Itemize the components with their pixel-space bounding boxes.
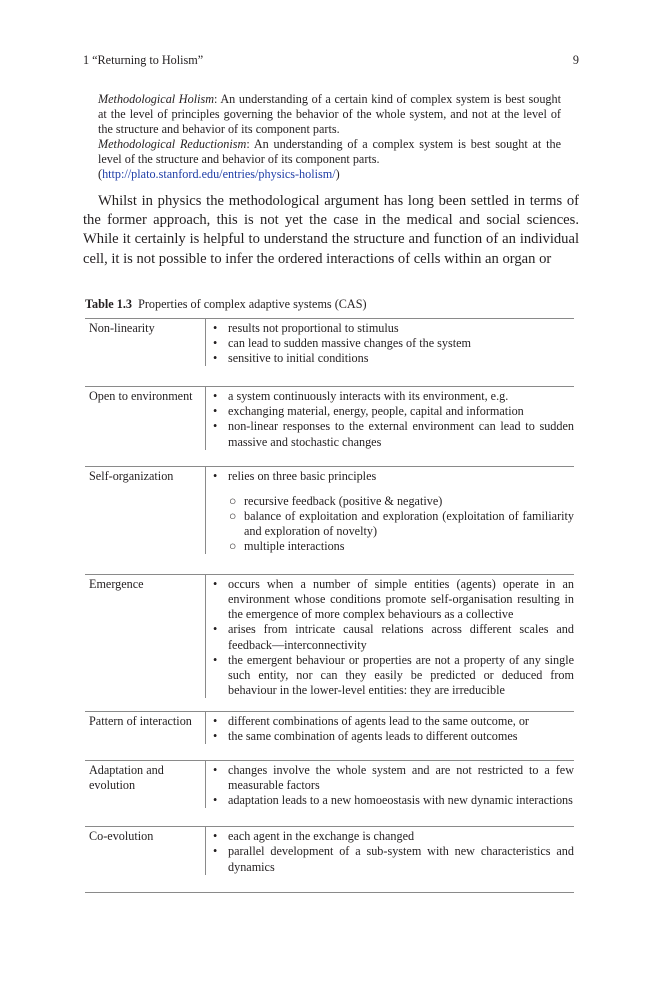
- list-item: [213, 714, 574, 729]
- list-item-text: a system continuously interacts with its environment, e.g.: [228, 389, 509, 404]
- list-item-text: relies on three basic principles: [228, 468, 377, 483]
- page-number: 9: [572, 53, 579, 67]
- list-item: [213, 321, 574, 336]
- bullet-icon: •: [213, 728, 218, 743]
- list-item: [213, 793, 574, 808]
- table-row: [85, 319, 574, 387]
- list-item: [213, 844, 574, 874]
- list-item-text: different combinations of agents lead to the same outcome, or: [228, 713, 529, 728]
- list-item-text: each agent in the exchange is changed: [228, 829, 415, 844]
- list-item-text: the emergent behaviour or properties are not a property of any single such entity, nor can they easily be predicted or deduced from behaviour in the lower-level entities: they are irreducible: [228, 652, 574, 697]
- property-items: [206, 387, 574, 449]
- body-paragraph: Whilst in physics the methodological argument has long been settled in terms of the former approach, this is not yet the case in the medical and social sciences. While it certainly is helpful to understand the structure and function of an individual cell, it is not possible to infer the ordered interactions of cells within an organ or: [83, 193, 579, 267]
- chapter-title: 1 “Returning to Holism”: [83, 53, 204, 67]
- circle-bullet-icon: ○: [229, 508, 237, 523]
- bullet-icon: •: [213, 713, 218, 728]
- list-item-text: occurs when a number of simple entities (agents) operate in an environment whose conditions promote self-organisation resulting in the emergence of more complex behaviours as a collective: [228, 577, 574, 622]
- property-items: [206, 827, 574, 874]
- sub-list-item: [213, 509, 574, 539]
- property-label: Pattern of interaction: [85, 712, 206, 744]
- property-label: Co-evolution: [85, 827, 206, 874]
- list-item: [213, 622, 574, 652]
- definition-quote: [98, 92, 561, 183]
- table-row: [85, 387, 574, 466]
- sub-list-item: [213, 539, 574, 554]
- property-items: [206, 575, 574, 698]
- property-label: Non-linearity: [85, 319, 206, 366]
- running-head: [83, 52, 579, 68]
- cas-properties-table: [85, 318, 574, 893]
- table-caption: [85, 297, 367, 312]
- sub-list-item-text: multiple interactions: [244, 539, 345, 554]
- holism-term: Methodological Holism: [98, 92, 215, 106]
- bullet-icon: •: [213, 336, 218, 351]
- bullet-icon: •: [213, 577, 218, 592]
- bullet-icon: •: [213, 829, 218, 844]
- bullet-icon: •: [213, 622, 218, 637]
- table-caption-label: Table 1.3: [85, 297, 132, 311]
- source-close: ): [335, 167, 340, 182]
- list-item: [213, 404, 574, 419]
- bullet-icon: •: [213, 652, 218, 667]
- table-row: [85, 761, 574, 827]
- table-caption-text: Properties of complex adaptive systems (CAS): [138, 297, 367, 311]
- list-item: [213, 829, 574, 844]
- list-item: [213, 351, 574, 366]
- table-row: [85, 827, 574, 892]
- circle-bullet-icon: ○: [229, 539, 237, 554]
- bullet-icon: •: [213, 404, 218, 419]
- sublist-gap: [213, 484, 574, 494]
- bullet-icon: •: [213, 419, 218, 434]
- sub-list-item: [213, 494, 574, 509]
- list-item: [213, 389, 574, 404]
- reductionism-term: Methodological Reductionism: [98, 137, 247, 152]
- bullet-icon: •: [213, 468, 218, 483]
- list-item: [213, 336, 574, 351]
- list-item: [213, 469, 574, 484]
- property-items: [206, 712, 574, 744]
- list-item-text: arises from intricate causal relations across different scales and feedback—interconnectivity: [228, 622, 574, 652]
- table-row: [85, 575, 574, 712]
- list-item-text: exchanging material, energy, people, capital and information: [228, 404, 524, 419]
- list-item-text: the same combination of agents leads to different outcomes: [228, 728, 518, 743]
- list-item-text: non-linear responses to the external environment can lead to sudden massive and stochastic changes: [228, 419, 574, 449]
- sub-list-item-text: recursive feedback (positive & negative): [244, 493, 443, 508]
- list-item: [213, 577, 574, 622]
- property-items: [206, 761, 574, 808]
- quote-source: [98, 167, 561, 182]
- source-link[interactable]: http://plato.stanford.edu/entries/physics-holism/: [102, 167, 336, 182]
- property-label: Self-organization: [85, 467, 206, 554]
- holism-definition: [98, 92, 561, 137]
- circle-bullet-icon: ○: [229, 493, 237, 508]
- list-item: [213, 729, 574, 744]
- property-items: [206, 467, 574, 554]
- list-item-text: sensitive to initial conditions: [228, 351, 369, 366]
- bullet-icon: •: [213, 321, 218, 335]
- list-item-text: can lead to sudden massive changes of the system: [228, 336, 472, 351]
- property-label: Open to environment: [85, 387, 206, 449]
- sub-list-item-text: balance of exploitation and exploration (exploitation of familiarity and exploration of novelty): [244, 508, 574, 538]
- reductionism-text: : An understanding of a complex system is best sought at the level of the structure and behavior of its component parts.: [98, 137, 561, 167]
- source-open: (: [98, 167, 103, 182]
- list-item-text: results not proportional to stimulus: [228, 321, 399, 335]
- list-item-text: adaptation leads to a new homoeostasis with new dynamic interactions: [228, 793, 573, 808]
- list-item: [213, 419, 574, 449]
- property-label: Adaptation and evolution: [85, 761, 206, 808]
- property-items: [206, 319, 574, 366]
- list-item: [213, 653, 574, 698]
- bullet-icon: •: [213, 389, 218, 404]
- holism-text: : An understanding of a certain kind of complex system is best sought at the level of principles governing the behavior of the whole system, and not at the level of the structure and behavior of its component parts.: [98, 92, 561, 137]
- list-item-text: changes involve the whole system and are not restricted to a few measurable factors: [228, 763, 574, 793]
- table-row: [85, 467, 574, 575]
- bullet-icon: •: [213, 351, 218, 366]
- bullet-icon: •: [213, 763, 218, 778]
- bullet-icon: •: [213, 793, 218, 808]
- list-item-text: parallel development of a sub-system with new characteristics and dynamics: [228, 844, 574, 874]
- bullet-icon: •: [213, 844, 218, 859]
- property-label: Emergence: [85, 575, 206, 698]
- body-text: [83, 192, 579, 269]
- list-item: [213, 763, 574, 793]
- table-row: [85, 712, 574, 761]
- reductionism-definition: [98, 137, 561, 167]
